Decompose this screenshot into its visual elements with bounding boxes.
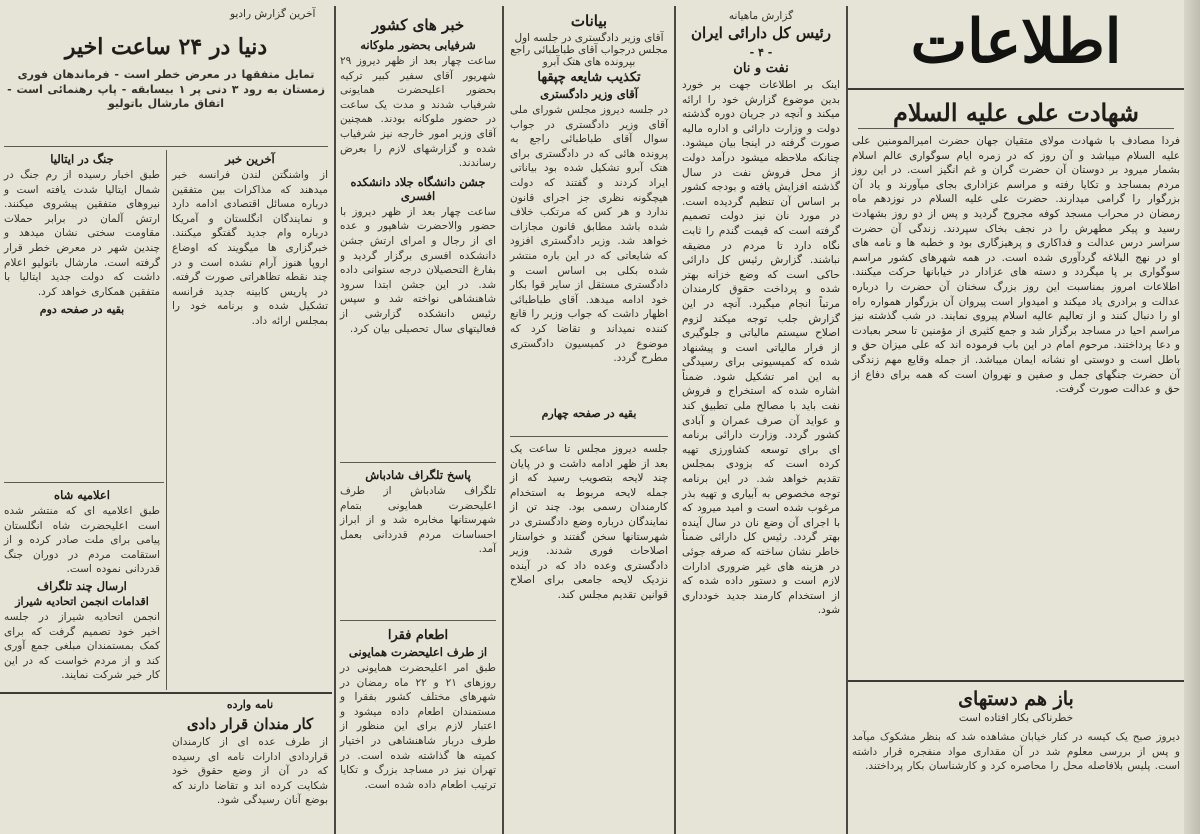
statements-continued: بقیه در صفحه چهارم	[541, 407, 637, 420]
world-article-body-3: طبق اعلامیه ای که منتشر شده است اعلیحضرت شاه انگلستان پیامی برای ملت صادر کرده و از استقامت مردم در دوران جنگ قدردانی نموده است.	[4, 505, 160, 576]
finance-headline: رئیس کل دارائی ایران	[691, 24, 831, 42]
domestic-sub: جشن دانشگاه جلاد دانشکده افسری	[350, 174, 486, 203]
masthead	[848, 0, 1184, 92]
finance-dateline: - ۴ -	[749, 46, 773, 59]
finance-kicker: گزارش ماهیانه	[728, 10, 794, 22]
domestic-sub-3: اطعام فقرا	[387, 628, 449, 643]
world-article-body-2: طبق اخبار رسیده از رم جنگ در شمال ایتالیا شدت یافته است و نیروهای متفقین پیشروی میکنند. ارتش آلمان در برابر حملات مقاومت سختی نشان میدهد و چندین شهر در معرض خطر قرار گرفته است. مارشال باتولیو اعلام داشت که دولت جدید ایتالیا با متفقین همکاری خواهد کرد.	[4, 169, 160, 298]
finance-sub: نفت و نان	[733, 61, 789, 76]
world-lead: تمایل متفقها در معرض خطر است - فرماندهان فوری زمستان به رود ۳ دنی پر ۱ بیسابقه - پاپ رهنمائی است - اتفاق مارشال باتوليو	[7, 68, 325, 111]
world-kicker: آخرین گزارش رادیو	[230, 8, 316, 20]
world-sub-4: ارسال چند تلگراف	[37, 578, 127, 593]
domestic-article-body-2: ساعت چهار بعد از ظهر دیروز با حضور والاحضرت شاهپور و عده ای از رجال و امرای ارتش جشن دانشکده افسری برگزار گردید و بفارغ التحصیلان درجه ستوانی داده شد. در این جشن ابتدا سرود شاهنشاهی نواخته شد و سپس رئیس دانشکده گزارشی از فعالیتهای سال تحصیلی بیان کرد.	[340, 205, 496, 335]
column-statements	[506, 0, 672, 834]
box-kicker: خطرناکی بکار افتاده است	[958, 712, 1074, 724]
domestic-kicker-2: از طرف اعلیحضرت همایونی	[348, 645, 488, 659]
world-sub-2: جنگ در ایتالیا	[50, 152, 114, 166]
world-article-body-4: انجمن اتحادیه شیراز در جلسه اخیر خود تصمیم گرفت که برای کمک بمستمندان مبلغی جمع آوری کند و از مردم خواست که در این کار خیر شرکت نمایند.	[4, 610, 160, 682]
world-sub-3: اعلامیه شاه	[54, 488, 110, 502]
column-domestic	[336, 0, 500, 834]
column-world	[0, 0, 332, 834]
masthead-title: اطلاعات	[910, 7, 1122, 77]
domestic-article-body-3: تلگراف شادباش از طرف اعلیحضرت همایونی بتمام شهرستانها مخابره شد و از ابراز احساسات مردم قدردانی بعمل آمد.	[340, 485, 496, 556]
lead-headline: شهادت علی علیه السلام	[892, 98, 1140, 127]
letters-label: نامه وارده	[226, 698, 274, 711]
column-lead	[848, 0, 1184, 834]
domestic-kicker: شرفیابی بحضور ملوکانه	[360, 38, 476, 52]
domestic-article-body: ساعت چهار بعد از ظهر دیروز ۲۹ شهریور آقای سفیر کبیر ترکیه بحضور اعلیحضرت همایونی شرفیاب شدند و مدت یک ساعت در حضور ملوکانه بودند. همچنین آقای وزیر امور خارجه نیز شرفیاب شده و گزارشهای لازم را بعرض رساندند.	[340, 55, 496, 170]
world-article-body: از واشنگتن لندن فرانسه خبر میدهند که مذاکرات بین متفقین درباره مسائل اقتصادی ادامه دارد و نمایندگان انگلستان و آمریکا درباره وام جدید گفتگو میکنند. خبرگزاری ها میگویند که اوضاع اروپا هنوز آرام نشده است و در چند نقطه تظاهراتی صورت گرفته. در پاریس کابینه جدید فرانسه تشکیل شده و برنامه خود را بمجلس ارائه داد.	[172, 169, 328, 327]
statements-article-body-2: جلسه دیروز مجلس تا ساعت یک بعد از ظهر ادامه داشت و در پایان چند لایحه بتصویب رسید که از جمله لایحه مربوط به استخدام کارمندان رسمی بود. چند تن از نمایندگان درباره وضع دادگستری در شهرستانها سخن گفتند و خواستار اصلاحات فوری شدند. وزیر دادگستری وعده داد که در آینده نزدیک لایحه جامعی برای اصلاح قوانین تقدیم مجلس کند.	[510, 443, 668, 601]
box-article-body: دیروز صبح یک کیسه در کنار خیابان مشاهده شد که بنظر مشکوک میآمد و پس از بررسی معلوم شد در آن مقداری مواد منفجره قرار داشته است. پلیس بلافاصله محل را محاصره کرد و کارشناسان بکار پرداختند.	[852, 731, 1180, 773]
page-edge-shadow	[1184, 0, 1200, 834]
world-sub: آخرین خبر	[225, 152, 275, 166]
lead-article-body: فردا مصادف با شهادت مولای متقیان جهان حضرت امیرالمومنین علی علیه السلام میباشد و آن روز که در زمره ایام سوگواری عالم اسلام بشمار میرود بر دوستان آن حضرت گران و غم انگیز است. در این روز مردم بمساجد و تکایا رفته و مراسم عزاداری بجای میآورند و یاد آن بزرگوار را گرامی میدارند. حضرت علی علیه السلام در نوزدهم ماه رمضان در محراب مسجد کوفه مجروح گردید و پس از دو روز بشهادت رسید و پیکر مطهرش را در نجف بخاک سپردند. زندگی آن حضرت سراسر درس عدالت و فداکاری و پرهیزگاری بود و خطبه ها و نامه های او در نهج البلاغه گردآوری شده است. در همه شهرهای کشور مراسم سوگواری بر پا میگردد و دسته های عزادار در خیابانها حرکت میکنند. اطلاعات امروز بمناسبت این روز بزرگ سخنان آن حضرت را درباره عدالت و برادری یاد میکند و امیدوار است پیروان آن بزرگوار همواره راه او را دنبال کنند و از تعالیم عالیه اسلام پیروی نمایند. در شب گذشته نیز مراسم احیا در مساجد برگزار شد و جمع کثیری از مؤمنین تا سحر بعبادت و دعا پرداختند. مرحوم امام در این باب فرموده اند که علی میزان حق و باطل است و دوستی او نشانه ایمان میباشد. از جمله وقایع مهم زندگی آن حضرت جنگهای جمل و صفین و نهروان است که همه برای دفاع از حق و عدالت صورت گرفت.	[852, 135, 1180, 396]
domestic-article-body-4: طبق امر اعلیحضرت همایونی در روزهای ۲۱ و ۲۲ ماه رمضان در شهرهای مختلف کشور بفقرا و مستمندان اطعام داده میشود و اعتبار لازم برای این منظور از طرف دربار شاهنشاهی در اختیار کمیته ها گذاشته شده است. در تهران نیز در مساجد بزرگ و تکایا ترتیب اطعام داده شده است.	[340, 662, 496, 791]
domestic-headline: خبر های کشور	[371, 16, 465, 34]
domestic-sub-2: پاسخ تلگراف شادباش	[365, 468, 471, 482]
letters-headline: کار مندان قرار دادی	[186, 715, 314, 733]
statements-article-body: در جلسه دیروز مجلس شورای ملی آقای وزیر دادگستری در جواب سوال آقای طباطبائی راجع به پرونده هائی که در دادگستری برای هتک آبرو تشکیل شده بود بیاناتی ایراد کردند و گفتند که دولت هیچگونه نظری جز اجرای قانون ندارد و هر کس که مرتکب خلاف شده باشد مطابق قانون مجازات خواهد شد. وزیر دادگستری افزود که شایعاتی که در این باره منتشر شده بکلی بی اساس است و دادگستری مستقل از سایر قوا بکار خود ادامه میدهد. آقای طباطبائی اظهار داشت که جواب وزیر را قانع کننده نمیداند و تقاضا کرد که موضوع در کمیسیون دادگستری مطرح گردد.	[510, 104, 668, 365]
letters-body: از طرف عده ای از کارمندان قراردادی ادارات نامه ای رسیده که در آن از وضع حقوق خود شکایت کرده اند و تقاضا دارند که بوضع آنان رسیدگی شود.	[172, 736, 328, 807]
statements-sub: تکذیب شایعه چپقها	[537, 70, 641, 85]
world-continued: بقیه در صفحه دوم	[39, 303, 125, 317]
statements-kicker: آقای وزیر دادگستری در جلسه اول مجلس درجواب آقای طباطبائی راجع بپرونده های هتک آبرو	[510, 32, 668, 68]
statements-headline: بیانات	[570, 12, 608, 30]
column-finance	[678, 0, 844, 834]
finance-article-body: اینک بر اطلاعات جهت بر خورد بدین موضوع گزارش خود را ارائه میکند و آنچه در جریان دوره گذشته دولت و وزارت دارائی و اداره مالیه صورت گرفته در اینجا بیان میشود. چنانکه ملاحظه میشود درآمد دولت از محل فروش نفت در سال گذشته افزایش یافته و بودجه کشور بر اساس آن تنظیم گردیده است. در مورد نان نیز دولت تصمیم گرفته است که قیمت گندم را ثابت نگاه دارد تا مردم در مضیقه نباشند. گزارش رئیس کل دارائی حاکی است که وضع خزانه بهتر شده و پرداخت حقوق کارمندان مرتباً انجام میگیرد. آنچه در این گزارش جلب توجه میکند لزوم اصلاح سیستم مالیاتی و جلوگیری از فرار مالیاتی است و پیشنهاد شده که کمیسیونی برای رسیدگی به این امر تشکیل شود. ضمناً اشاره شده که استخراج و فروش نفت باید با مصالح ملی تطبیق کند و عواید آن صرف عمران و آبادی کشور گردد. وزارت دارائی برنامه ای برای توسعه کشاورزی تهیه کرده است که بزودی بمجلس تقدیم خواهد شد. در این برنامه توجه مخصوص به آبیاری و تهیه بذر مرغوب شده است و امید میرود که با اجرای آن وضع نان در سال آینده بهتر گردد. رئیس کل دارائی ضمناً خاطر نشان ساخته که صرفه جوئی در هزینه های غیر ضروری ادارات لازم است و دستور داده شده که از استخدام کارمند جدید خودداری شود.	[682, 79, 840, 617]
statements-sub2: آقای وزیر دادگستری	[540, 87, 638, 101]
world-headline: دنیا در ۲۴ ساعت اخیر	[64, 34, 268, 60]
world-sub-5: اقدامات انجمن اتحادیه شیراز	[15, 594, 149, 608]
box-headline: باز هم دستهای	[958, 688, 1074, 710]
